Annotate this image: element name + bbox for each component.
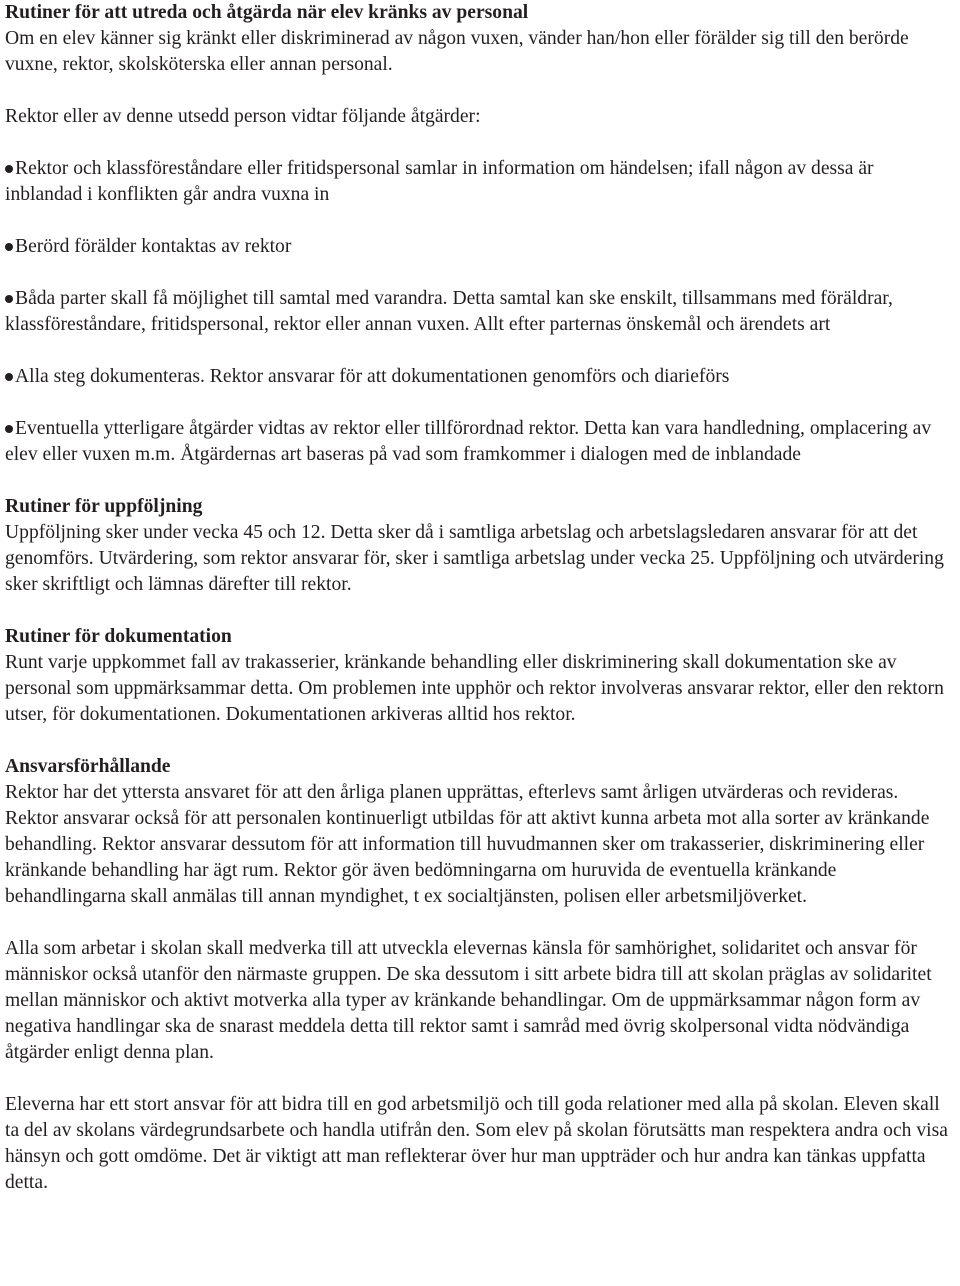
spacer <box>5 390 950 416</box>
followup-paragraph: Uppföljning sker under vecka 45 och 12. Detta sker då i samtliga arbetslag och arbetslagsledaren ansvarar för att det genomförs. Utvärdering, som rektor ansvarar för, sker i samtliga arbetslag under vecka 25. Uppföljning och utvärdering sker skriftligt och lämnas därefter till rektor. <box>5 522 944 595</box>
followup-heading: Rutiner för uppföljning <box>5 496 203 517</box>
action-item <box>5 364 950 390</box>
responsibility-paragraph: Alla som arbetar i skolan skall medverka till att utveckla elevernas känsla för samhörighet, solidaritet och ansvar för människor också utanför den närmaste gruppen. De ska dessutom i sitt arbete bidra till att skolan präglas av solidaritet mellan människor och aktivt motverka alla typer av kränkande behandlingar. Om de uppmärksammar någon form av negativa handlingar ska de snarast meddela detta till rektor samt i samråd med övrig skolpersonal vidta nödvändiga åtgärder enligt denna plan. <box>5 938 932 1063</box>
spacer <box>5 598 950 624</box>
responsibility-paragraph: Rektor har det yttersta ansvaret för att den årliga planen upprättas, efterlevs samt årligen utvärderas och revideras. Rektor ansvarar också för att personalen kontinuerligt utbildas för att aktivt kunna arbeta mot alla sorter av kränkande behandling. Rektor ansvarar dessutom för att information till huvudmannen sker om trakasserier, diskriminering eller kränkande behandling har ägt rum. Rektor gör även bedömningarna om huruvida de eventuella kränkande behandlingarna skall anmälas till annan myndighet, t ex socialtjänsten, polisen eller arbetsmiljöverket. <box>5 782 930 907</box>
action-item <box>5 234 950 260</box>
action-item-text: Berörd förälder kontaktas av rektor <box>15 236 292 257</box>
document-page <box>5 0 950 1196</box>
spacer <box>5 130 950 156</box>
spacer <box>5 468 950 494</box>
documentation-paragraph: Runt varje uppkommet fall av trakasserier, kränkande behandling eller diskriminering skall dokumentation ske av personal som uppmärksammar detta. Om problemen inte upphör och rektor involveras ansvarar rektor, eller den rektorn utser, för dokumentationen. Dokumentationen arkiveras alltid hos rektor. <box>5 652 944 725</box>
responsibility-paragraph: Eleverna har ett stort ansvar för att bidra till en god arbetsmiljö och till goda relationer med alla på skolan. Eleven skall ta del av skolans värdegrundsarbete och handla utifrån den. Som elev på skolan förutsätts man respektera andra och visa hänsyn och gott omdöme. Det är viktigt att man reflekterar över hur man uppträder och hur andra kan tänkas uppfatta detta. <box>5 1094 948 1193</box>
spacer <box>5 910 950 936</box>
action-item <box>5 416 950 468</box>
spacer <box>5 338 950 364</box>
documentation-heading: Rutiner för dokumentation <box>5 626 232 647</box>
action-item-text: Eventuella ytterligare åtgärder vidtas av rektor eller tillförordnad rektor. Detta kan vara handledning, omplacering av elev eller vuxen m.m. Åtgärdernas art baseras på vad som framkommer i dialogen med de inblandade <box>5 418 932 465</box>
action-item-text: Båda parter skall få möjlighet till samtal med varandra. Detta samtal kan ske enskilt, tillsammans med föräldrar, klassföreståndare, fritidspersonal, rektor eller annan vuxen. Allt efter parternas önskemål och ärendets art <box>5 288 893 335</box>
intro-paragraph: Om en elev känner sig kränkt eller diskriminerad av någon vuxen, vänder han/hon eller förälder sig till den berörde vuxne, rektor, skolsköterska eller annan personal. <box>5 28 909 75</box>
bullet-icon <box>5 243 13 251</box>
spacer <box>5 78 950 104</box>
actions-section <box>5 104 950 468</box>
responsibility-section <box>5 754 950 1196</box>
spacer <box>5 260 950 286</box>
action-item-text: Rektor och klassföreståndare eller fritidspersonal samlar in information om händelsen; ifall någon av dessa är inblandad i konflikten går andra vuxna in <box>5 158 874 205</box>
responsibility-heading: Ansvarsförhållande <box>5 756 171 777</box>
action-item <box>5 286 950 338</box>
documentation-section <box>5 624 950 728</box>
intro-heading: Rutiner för att utreda och åtgärda när elev kränks av personal <box>5 2 529 23</box>
spacer <box>5 1066 950 1092</box>
followup-section <box>5 494 950 598</box>
bullet-icon <box>5 425 13 433</box>
spacer <box>5 728 950 754</box>
bullet-icon <box>5 295 13 303</box>
bullet-icon <box>5 165 13 173</box>
spacer <box>5 208 950 234</box>
actions-lead: Rektor eller av denne utsedd person vidtar följande åtgärder: <box>5 106 481 127</box>
action-item-text: Alla steg dokumenteras. Rektor ansvarar för att dokumentationen genomförs och diarieförs <box>15 366 730 387</box>
action-item <box>5 156 950 208</box>
intro-section <box>5 0 950 78</box>
bullet-icon <box>5 373 13 381</box>
